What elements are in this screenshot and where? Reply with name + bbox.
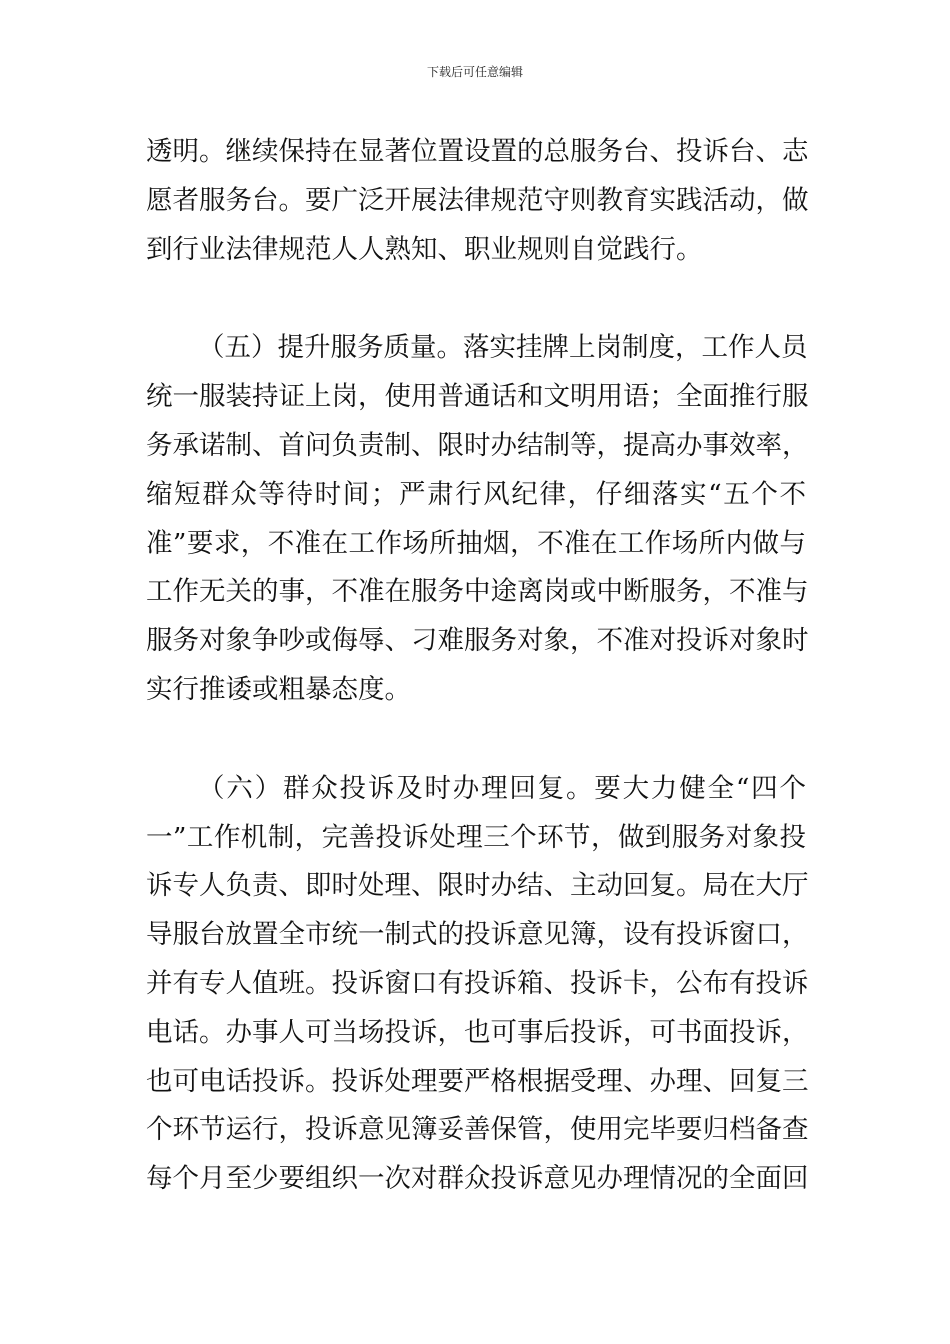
text-line: （五）提升服务质量。落实挂牌上岗制度，工作人员 — [198, 332, 808, 364]
text-line: 导服台放置全市统一制式的投诉意见簿，设有投诉窗口， — [146, 919, 809, 951]
text-line: 诉专人负责、即时处理、限时办结、主动回复。局在大厅 — [146, 870, 809, 902]
text-line: 缩短群众等待时间；严肃行风纪律，仔细落实“五个不 — [146, 478, 806, 510]
text-line: 服务对象争吵或侮辱、刁难服务对象，不准对投诉对象时 — [146, 625, 809, 657]
paragraph-service-quality — [146, 324, 809, 714]
text-line: 工作无关的事，不准在服务中途离岗或中断服务，不准与 — [146, 576, 809, 608]
paragraph-complaint-handling — [146, 765, 809, 1204]
text-line: 愿者服务台。要广泛开展法律规范守则教育实践活动，做 — [146, 184, 809, 216]
paragraph-spacer — [146, 715, 806, 765]
text-line: 电话。办事人可当场投诉，也可事后投诉，可书面投诉， — [146, 1016, 809, 1048]
paragraph-spacer — [146, 274, 806, 324]
text-line: 并有专人值班。投诉窗口有投诉箱、投诉卡，公布有投诉 — [146, 967, 809, 999]
document-body — [146, 128, 809, 1204]
text-line: 个环节运行，投诉意见簿妥善保管，使用完毕要归档备查 — [146, 1114, 809, 1146]
text-line: 务承诺制、首问负责制、限时办结制等，提高办事效率， — [146, 429, 809, 461]
text-line: 一”工作机制，完善投诉处理三个环节，做到服务对象投 — [146, 821, 806, 853]
paragraph-transparency — [146, 128, 809, 274]
text-line: 每个月至少要组织一次对群众投诉意见办理情况的全面回 — [146, 1163, 809, 1195]
text-line: 实行推诿或粗暴态度。 — [146, 673, 411, 705]
text-line: 透明。继续保持在显著位置设置的总服务台、投诉台、志 — [146, 136, 809, 167]
text-line: （六）群众投诉及时办理回复。要大力健全“四个 — [198, 772, 806, 804]
text-line: 也可电话投诉。投诉处理要严格根据受理、办理、回复三 — [146, 1065, 809, 1097]
text-line: 到行业法律规范人人熟知、职业规则自觉践行。 — [146, 233, 703, 265]
text-line: 统一服装持证上岗，使用普通话和文明用语；全面推行服 — [146, 381, 809, 413]
text-line: 准”要求，不准在工作场所抽烟，不准在工作场所内做与 — [146, 527, 806, 559]
page-header: 下载后可任意编辑 — [426, 65, 523, 79]
